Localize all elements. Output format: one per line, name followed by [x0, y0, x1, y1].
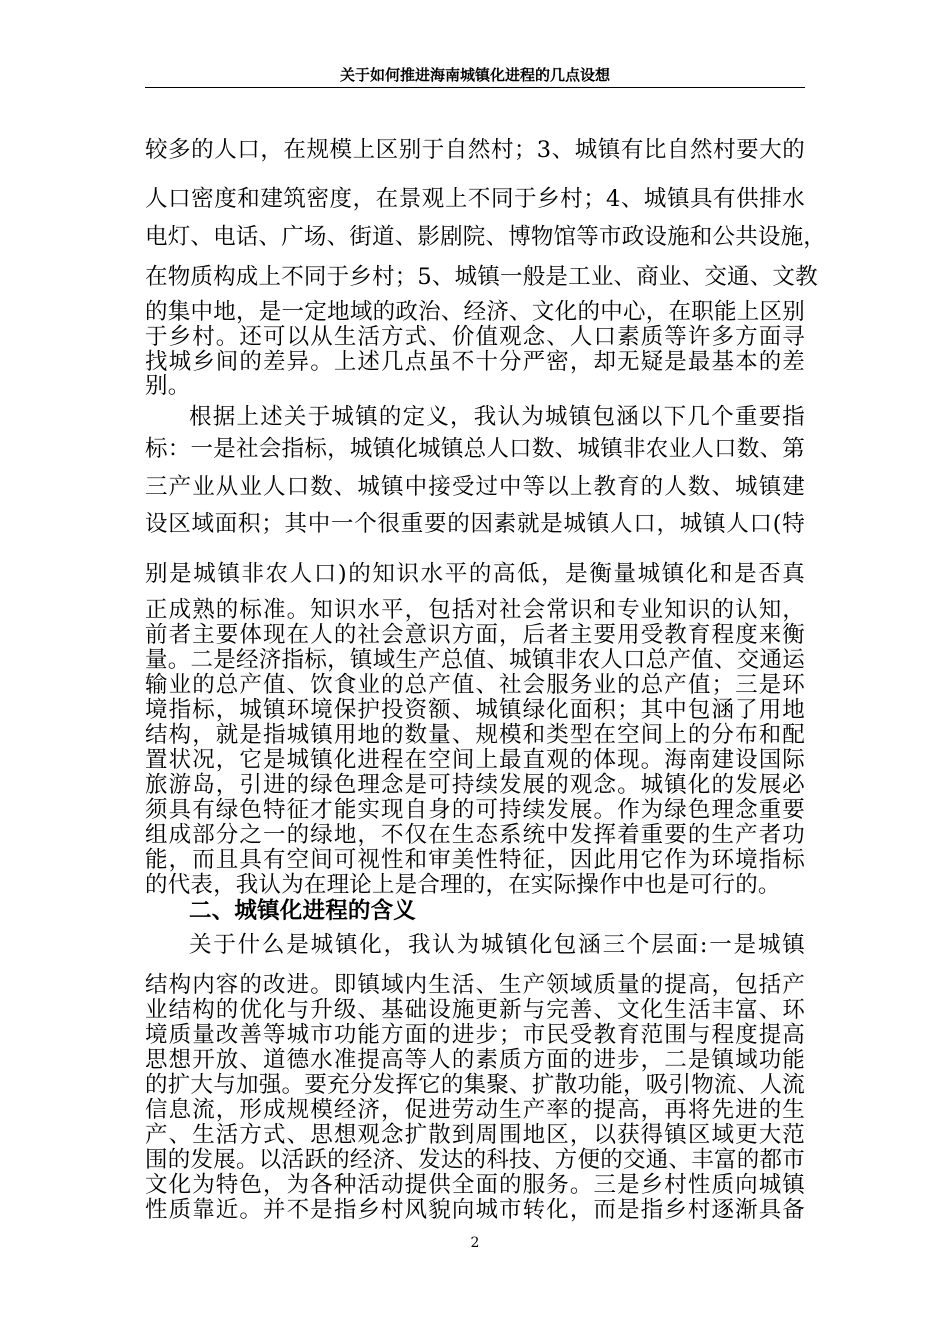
text-line: 别是城镇非农人口)的知识水平的高低，是衡量城镇化和是否真 — [145, 561, 805, 587]
text-line: 设区域面积；其中一个很重要的因素就是城镇人口，城镇人口(特 — [145, 511, 805, 537]
paragraph-first-line: 根据上述关于城镇的定义，我认为城镇包涵以下几个重要指 — [189, 404, 805, 430]
text-line: 输业的总产值、饮食业的总产值、社会服务业的总产值；三是环 — [145, 672, 805, 698]
text-line: 三产业从业人口数、城镇中接受过中等以上教育的人数、城镇建 — [145, 474, 805, 500]
page-header-title: 关于如何推进海南城镇化进程的几点设想 — [339, 66, 610, 84]
text-line: 电灯、电话、广场、街道、影剧院、博物馆等市政设施和公共设施， — [145, 224, 827, 250]
text-line: 旅游岛，引进的绿色理念是可持续发展的观念。城镇化的发展必 — [145, 772, 805, 798]
text-line: 的集中地，是一定地域的政治、经济、文化的中心，在职能上区别 — [145, 299, 805, 325]
text-line: 在物质构成上不同于乡村；5、城镇一般是工业、商业、交通、文教 — [145, 264, 818, 290]
text-line: 须具有绿色特征才能实现自身的可持续发展。作为绿色理念重要 — [145, 797, 805, 823]
text-line: 正成熟的标准。知识水平，包括对社会常识和专业知识的认知， — [145, 597, 805, 623]
text-line: 组成部分之一的绿地，不仅在生态系统中发挥着重要的生产者功 — [145, 822, 805, 848]
header-rule — [145, 87, 805, 88]
text-line: 能，而且具有空间可视性和审美性特征，因此用它作为环境指标 — [145, 847, 805, 873]
text-line: 境质量改善等城市功能方面的进步；市民受教育范围与程度提高 — [145, 1022, 805, 1048]
text-line: 较多的人口，在规模上区别于自然村；3、城镇有比自然村要大的 — [145, 137, 805, 163]
text-line: 人口密度和建筑密度，在景观上不同于乡村；4、城镇具有供排水 — [145, 186, 805, 212]
text-line: 找城乡间的差异。上述几点虽不十分严密，却无疑是最基本的差 — [145, 349, 805, 375]
section-heading: 二、城镇化进程的含义 — [189, 898, 417, 924]
text-line: 产、生活方式、思想观念扩散到周围地区，以获得镇区域更大范 — [145, 1122, 805, 1148]
text-line: 于乡村。还可以从生活方式、价值观念、人口素质等许多方面寻 — [145, 324, 805, 350]
text-line: 围的发展。以活跃的经济、发达的科技、方便的交通、丰富的都市 — [145, 1147, 805, 1173]
text-line: 文化为特色，为各种活动提供全面的服务。三是乡村性质向城镇 — [145, 1172, 805, 1198]
text-line: 前者主要体现在人的社会意识方面，后者主要用受教育程度来衡 — [145, 622, 805, 648]
text-line: 置状况，它是城镇化进程在空间上最直观的体现。海南建设国际 — [145, 747, 805, 773]
text-line: 结构，就是指城镇用地的数量、规模和类型在空间上的分布和配 — [145, 722, 805, 748]
text-line: 境指标，城镇环境保护投资额、城镇绿化面积；其中包涵了用地 — [145, 697, 805, 723]
paragraph-first-line: 关于什么是城镇化，我认为城镇化包涵三个层面:一是城镇 — [189, 932, 805, 958]
text-line: 结构内容的改进。即镇域内生活、生产领域质量的提高，包括产 — [145, 972, 805, 998]
text-line: 性质靠近。并不是指乡村风貌向城市转化，而是指乡村逐渐具备 — [145, 1197, 805, 1223]
text-line: 业结构的优化与升级、基础设施更新与完善、文化生活丰富、环 — [145, 997, 805, 1023]
text-line: 信息流，形成规模经济，促进劳动生产率的提高，再将先进的生 — [145, 1097, 805, 1123]
text-line: 量。二是经济指标，镇域生产总值、城镇非农人口总产值、交通运 — [145, 647, 805, 673]
text-line: 的扩大与加强。要充分发挥它的集聚、扩散功能，吸引物流、人流 — [145, 1072, 805, 1098]
text-line: 的代表，我认为在理论上是合理的，在实际操作中也是可行的。 — [145, 872, 781, 898]
text-line: 别。 — [145, 373, 191, 399]
page-number: 2 — [470, 1235, 480, 1251]
text-line: 思想开放、道德水准提高等人的素质方面的进步，二是镇域功能 — [145, 1047, 805, 1073]
text-line: 标：一是社会指标，城镇化城镇总人口数、城镇非农业人口数、第 — [145, 436, 805, 462]
